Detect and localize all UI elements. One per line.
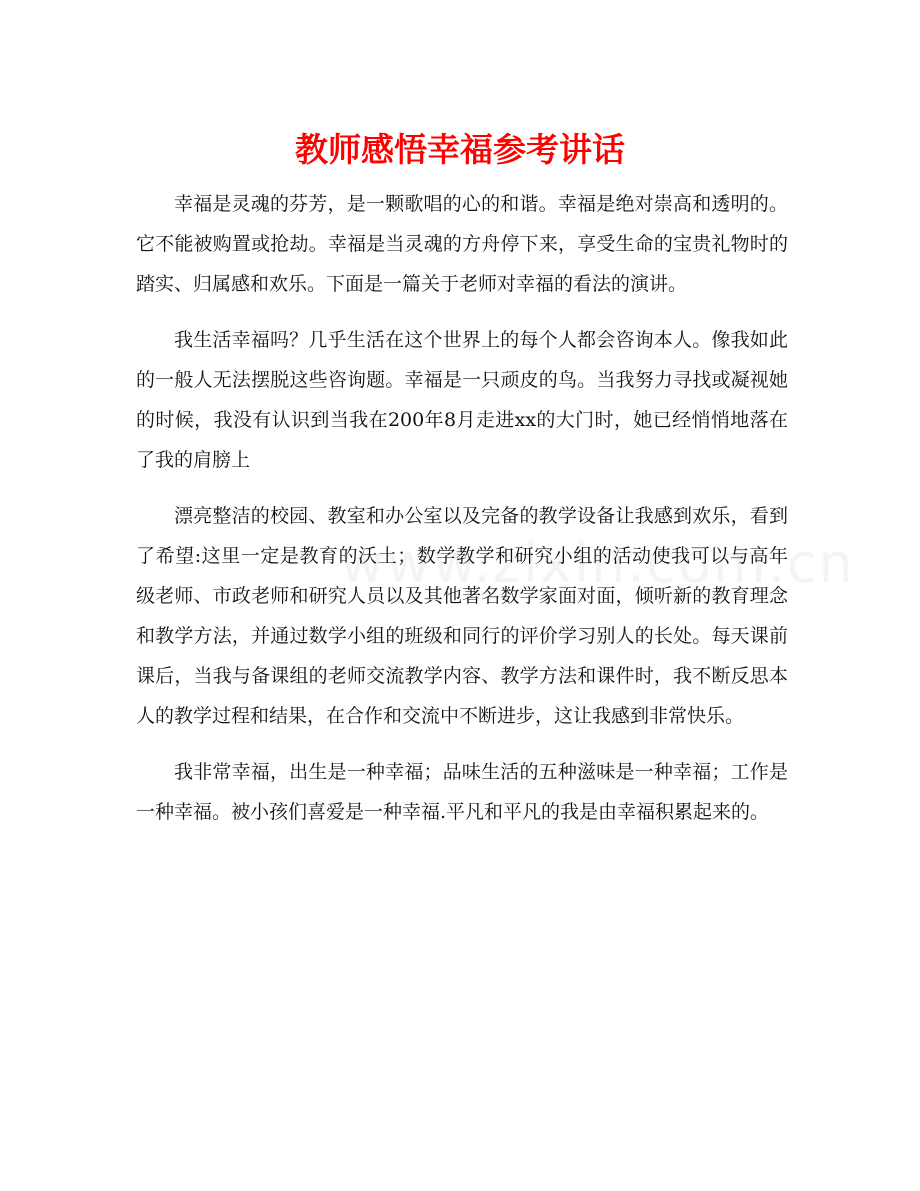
paragraph-3: 漂亮整洁的校园、教室和办公室以及完备的教学设备让我感到欢乐，看到了希望:这里一定是教育的沃土；数学教学和研究小组的活动使我可以与高年级老师、市政老师和研究人员以及其他著名数学家面对面，倾听新的教育理念和教学方法，并通过数学小组的班级和同行的评价学习别人的长处。每天课前课后，当我与备课组的老师交流教学内容、教学方法和课件时，我不断反思本人的教学过程和结果，在合作和交流中不断进步，这让我感到非常快乐。 (136, 505, 788, 727)
paragraph-1: 幸福是灵魂的芬芳，是一颗歌唱的心的和谐。幸福是绝对崇高和透明的。它不能被购置或抢劫。幸福是当灵魂的方舟停下来，享受生命的宝贵礼物时的踏实、归属感和欢乐。下面是一篇关于老师对幸福的看法的演讲。 (136, 193, 788, 295)
paragraph-4: 我非常幸福，出生是一种幸福；品味生活的五种滋味是一种幸福；工作是一种幸福。被小孩们喜爱是一种幸福.平凡和平凡的我是由幸福积累起来的。 (136, 761, 788, 823)
paragraph-2: 我生活幸福吗？几乎生活在这个世界上的每个人都会咨询本人。像我如此的一般人无法摆脱这些咨询题。幸福是一只顽皮的鸟。当我努力寻找或凝视她的时候，我没有认识到当我在200年8月走进xx的大门时，她已经悄悄地落在了我的肩膀上 (136, 329, 788, 471)
document-body (136, 184, 788, 848)
document-title: 教师感悟幸福参考讲话 (295, 130, 625, 169)
